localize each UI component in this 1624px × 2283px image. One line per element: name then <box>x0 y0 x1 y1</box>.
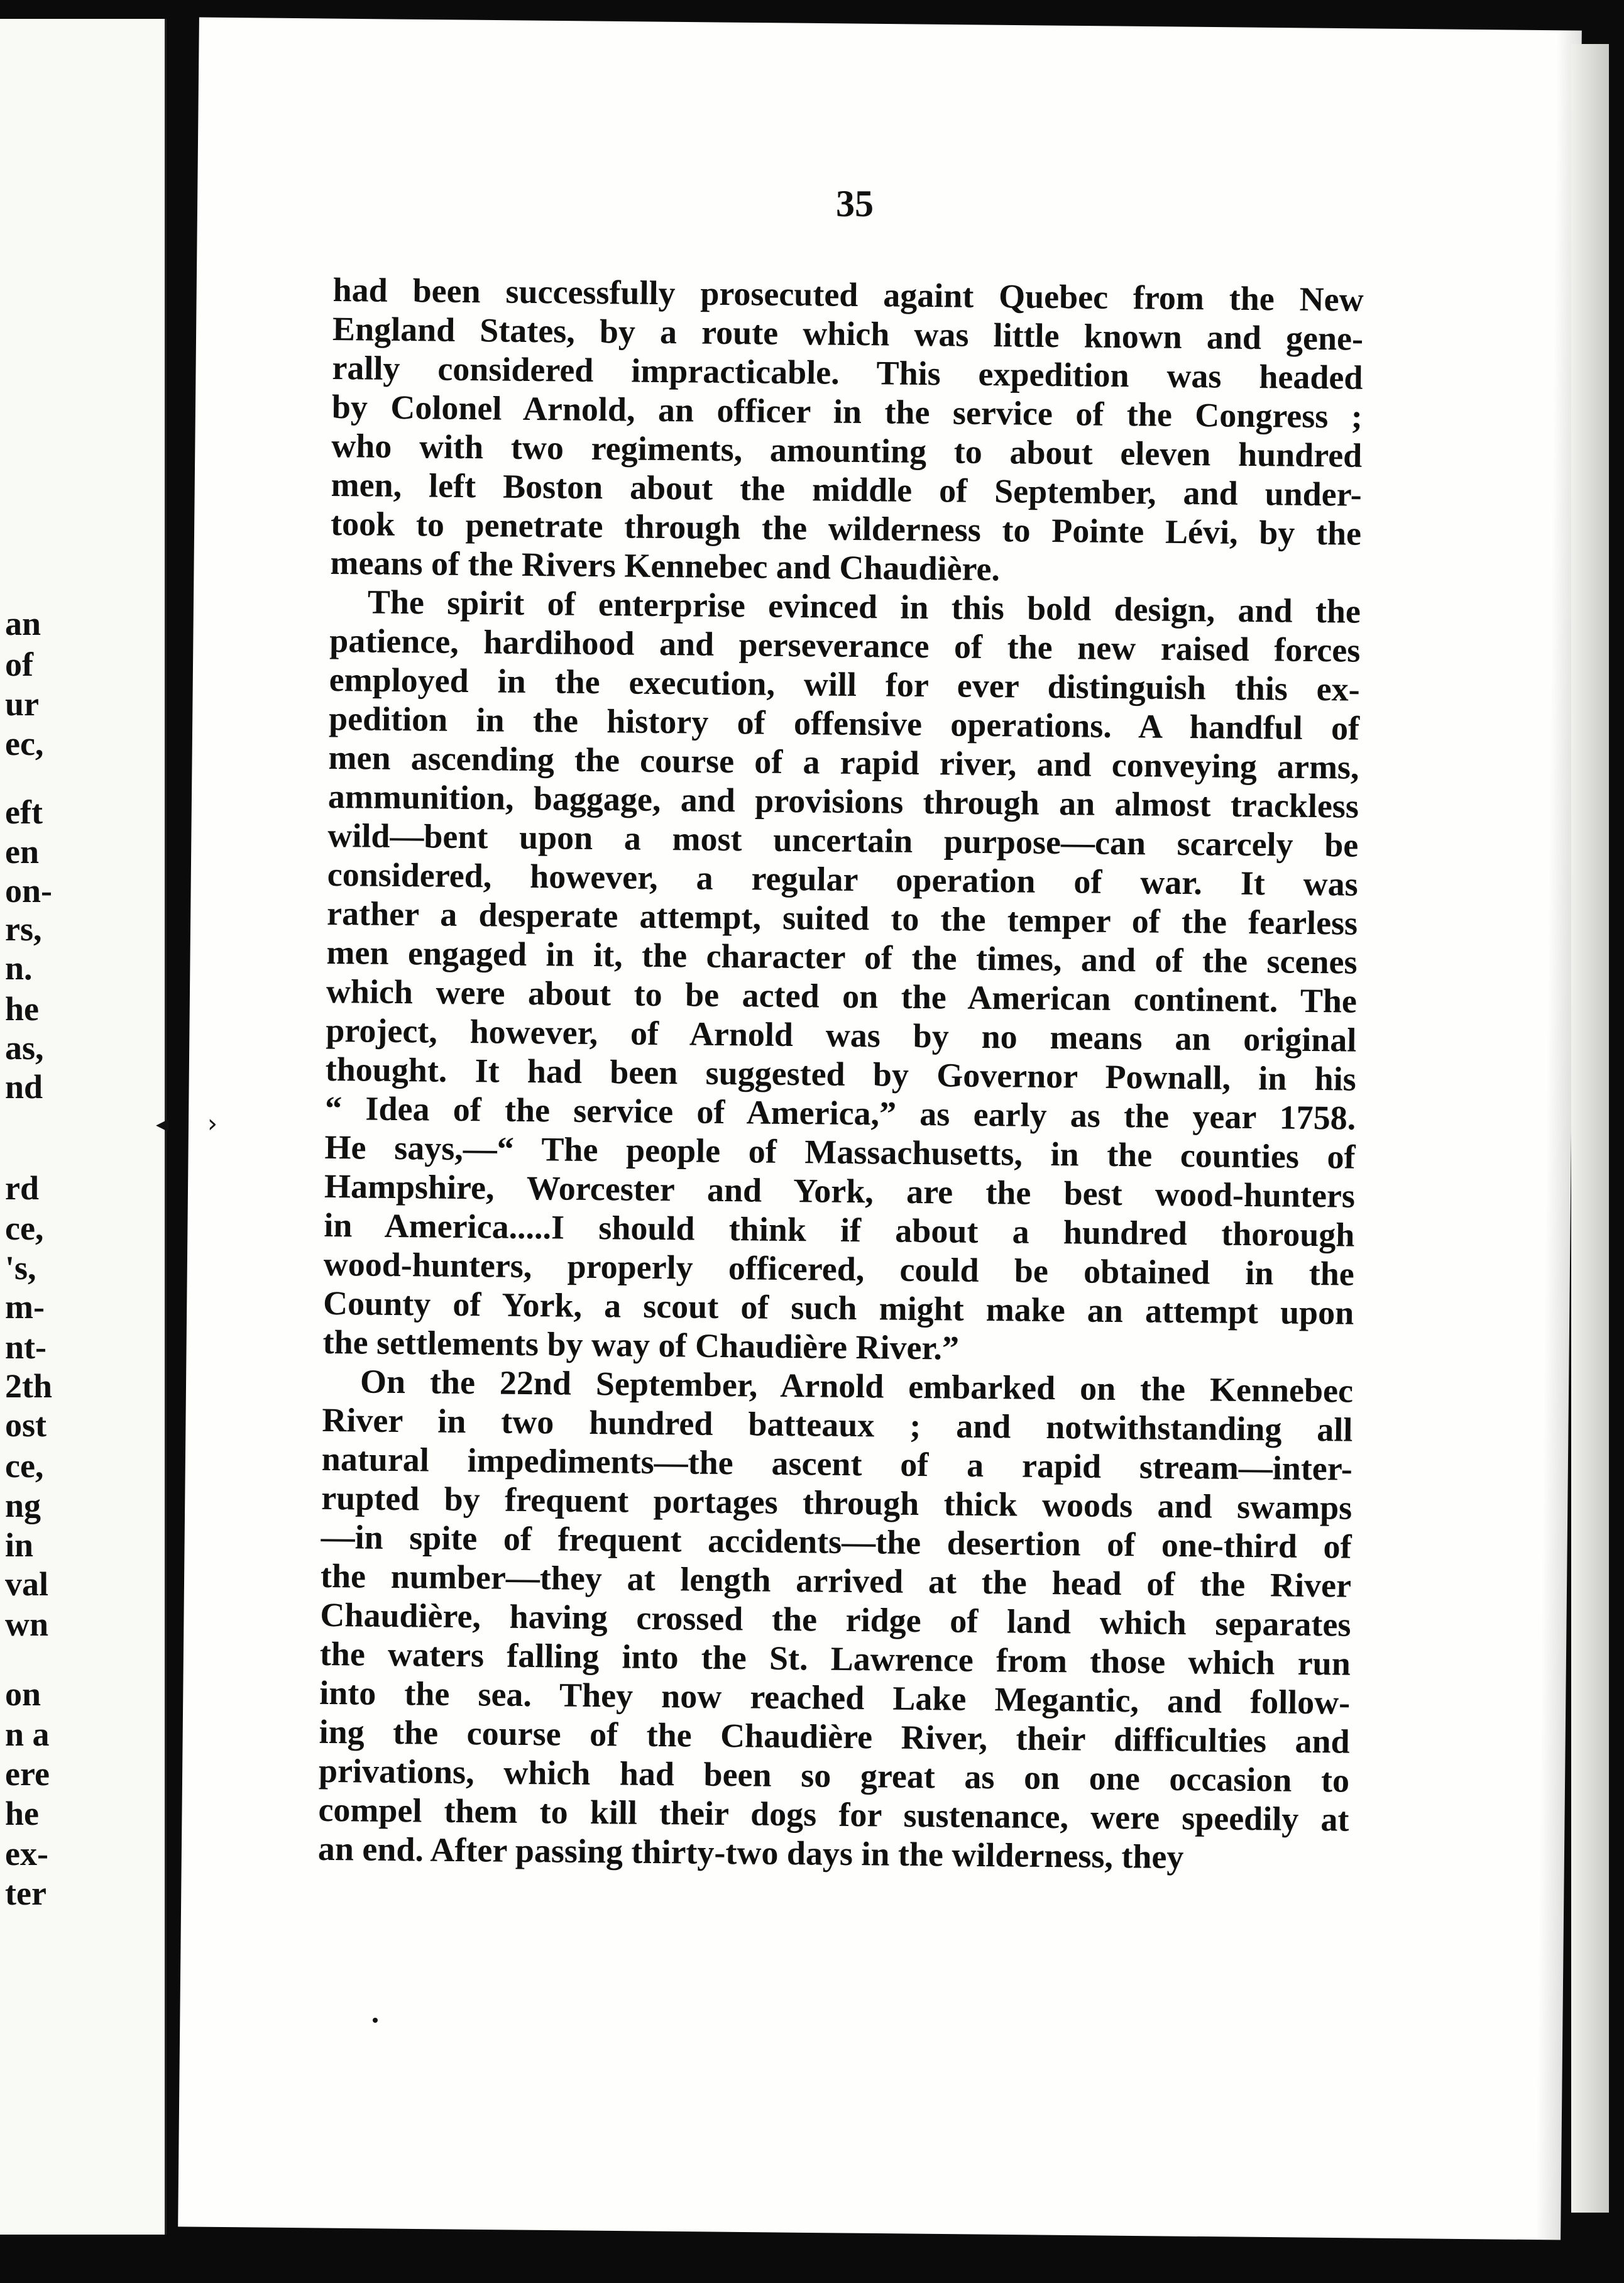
text-line: Hampshire, Worcester and York, are the best wood-hunters <box>324 1167 1356 1215</box>
facing-page-fragment: ec, <box>5 725 44 762</box>
text-line: men, left Boston about the middle of September, and under- <box>331 465 1362 514</box>
facing-page-fragment: ex- <box>5 1835 48 1873</box>
ink-speck <box>373 2018 378 2023</box>
facing-page-fragment: n a <box>5 1715 50 1753</box>
text-line: who with two regiments, amounting to about eleven hundred <box>331 426 1363 475</box>
text-line: by Colonel Arnold, an officer in the service of the Congress ; <box>331 387 1363 436</box>
facing-page-fragment: on- <box>5 872 53 910</box>
text-line: patience, hardihood and perseverance of the new raised forces <box>329 621 1361 669</box>
facing-page-fragment: an <box>5 605 41 642</box>
text-line: employed in the execution, will for ever distinguish this ex- <box>329 660 1360 708</box>
facing-page-fragment: wn <box>5 1605 49 1643</box>
facing-page-fragment: 2th <box>5 1367 53 1405</box>
text-line: project, however, of Arnold was by no means an original <box>326 1011 1357 1059</box>
facing-page-fragment: rs, <box>5 910 42 948</box>
text-line: men ascending the course of a rapid river, and conveying arms, <box>328 738 1359 786</box>
text-line: had been successfully prosecuted againt Quebec from the New <box>332 270 1364 319</box>
text-line: means of the Rivers Kennebec and Chaudière. <box>330 543 1001 588</box>
facing-page-fragment: n. <box>5 949 33 987</box>
facing-page-fragment: ost <box>5 1406 47 1444</box>
text-line: rupted by frequent portages through thick woods and swamps <box>321 1478 1352 1527</box>
facing-page-fragment: rd <box>5 1169 39 1207</box>
facing-page-fragment: of <box>5 646 33 683</box>
text-line: County of York, a scout of such might make an attempt upon <box>322 1284 1354 1332</box>
text-line: which were about to be acted on the American continent. The <box>326 972 1358 1020</box>
text-line: the waters falling into the St. Lawrence from those which run <box>319 1634 1351 1683</box>
facing-page-fragment: 's, <box>5 1249 36 1287</box>
text-line: men engaged in it, the character of the times, and of the scenes <box>326 933 1358 981</box>
text-line: Chaudière, having crossed the ridge of land which separates <box>320 1595 1351 1644</box>
facing-page <box>0 19 167 2235</box>
text-line: took to penetrate through the wilderness to Pointe Lévi, by the <box>330 504 1362 553</box>
text-line: natural impediments—the ascent of a rapid stream—inter- <box>321 1439 1353 1488</box>
facing-page-fragment: eft <box>5 793 43 831</box>
text-line: ing the course of the Chaudière River, their difficulties and <box>319 1712 1350 1761</box>
text-line: He says,—“ The people of Massachusetts, in the counties of <box>324 1128 1356 1176</box>
facing-page-fragment: he <box>5 990 39 1028</box>
text-line: an end. After passing thirty-two days in the wilderness, they <box>317 1829 1184 1876</box>
page-number: 35 <box>836 183 874 224</box>
facing-page-fragment: as, <box>5 1029 44 1067</box>
facing-page-fragment: he <box>5 1795 39 1832</box>
text-line: considered, however, a regular operation of war. It was <box>327 855 1358 903</box>
text-line: into the sea. They now reached Lake Megantic, and follow- <box>319 1673 1351 1722</box>
facing-page-fragment: nd <box>5 1068 43 1106</box>
page-edge-strip <box>1571 44 1609 2213</box>
text-line: The spirit of enterprise evinced in this bold design, and the <box>367 583 1361 630</box>
facing-page-fragment: ce, <box>5 1209 44 1247</box>
text-line: —in spite of frequent accidents—the desertion of one-third of <box>321 1517 1352 1566</box>
facing-page-fragment: ce, <box>5 1447 44 1485</box>
text-line: in America.....I should think if about a hundred thorough <box>324 1206 1355 1254</box>
text-line: rather a desperate attempt, suited to the temper of the fearless <box>326 894 1358 942</box>
text-line: wild—bent upon a most uncertain purpose—can scarcely be <box>327 816 1359 864</box>
text-line: compel them to kill their dogs for sustenance, were speedily at <box>318 1790 1349 1839</box>
facing-page-fragment: val <box>5 1565 49 1603</box>
text-line: the settlements by way of Chaudière River.” <box>322 1323 960 1367</box>
text-line: thought. It had been suggested by Governor Pownall, in his <box>325 1050 1357 1098</box>
facing-page-fragment: ter <box>5 1874 47 1912</box>
facing-page-fragment: m- <box>5 1288 45 1326</box>
facing-page-fragment: on <box>5 1675 41 1713</box>
text-line: ammunition, baggage, and provisions through an almost trackless <box>327 777 1359 825</box>
text-line: On the 22nd September, Arnold embarked on the Kennebec <box>359 1362 1354 1410</box>
text-line: wood-hunters, properly officered, could be obtained in the <box>323 1245 1355 1293</box>
text-line: the number—they at length arrived at the head of the River <box>320 1556 1352 1605</box>
binding-mark-right: › <box>207 1109 217 1138</box>
text-line: England States, by a route which was little known and gene- <box>332 309 1364 358</box>
binding-mark-left: ◂ <box>156 1109 169 1138</box>
text-line: rally considered impracticable. This expedition was headed <box>332 348 1363 397</box>
facing-page-fragment: nt- <box>5 1328 47 1366</box>
facing-page-fragment: en <box>5 833 39 871</box>
facing-page-fragment: ng <box>5 1487 41 1524</box>
facing-page-fragment: ur <box>5 685 39 723</box>
text-line: privations, which had been so great as on one occasion to <box>318 1751 1350 1800</box>
text-line: “ Idea of the service of America,” as early as the year 1758. <box>324 1089 1356 1137</box>
text-line: River in two hundred batteaux ; and notwithstanding all <box>322 1400 1353 1449</box>
facing-page-fragment: ere <box>5 1755 50 1793</box>
text-line: pedition in the history of offensive operations. A handful of <box>328 699 1360 747</box>
body-text <box>318 270 1364 1878</box>
facing-page-fragment: in <box>5 1526 34 1564</box>
